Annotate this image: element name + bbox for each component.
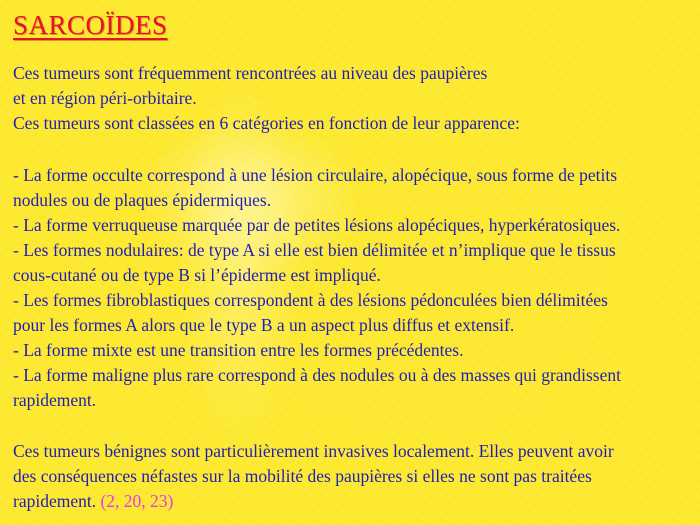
intro-line: Ces tumeurs sont fréquemment rencontrées au niveau des paupières (13, 63, 488, 83)
list-item-fibroblastiques-cont: pour les formes A alors que le type B a un aspect plus diffus et extensif. (13, 315, 515, 335)
slide-body (13, 61, 693, 514)
conclusion-line: Ces tumeurs bénignes sont particulièrement invasives localement. Elles peuvent avoir (13, 441, 614, 461)
list-item-nodulaires: - Les formes nodulaires: de type A si elle est bien délimitée et n’implique que le tissus (13, 240, 616, 260)
conclusion-line: des conséquences néfastes sur la mobilité des paupières si elles ne sont pas traitées (13, 466, 592, 486)
list-item-occulte: - La forme occulte correspond à une lésion circulaire, alopécique, sous forme de petits (13, 165, 617, 185)
intro-line: Ces tumeurs sont classées en 6 catégories en fonction de leur apparence: (13, 113, 520, 133)
conclusion-last-line (13, 489, 693, 514)
conclusion-text: rapidement. (13, 491, 97, 511)
list-item-mixte: - La forme mixte est une transition entre les formes précédentes. (13, 340, 464, 360)
reference-citation: (2, 20, 23) (100, 491, 174, 511)
list-item-occulte-cont: nodules ou de plaques épidermiques. (13, 190, 272, 210)
list-item-verruqueuse: - La forme verruqueuse marquée par de petites lésions alopéciques, hyperkératosiques. (13, 215, 621, 235)
list-item-maligne: - La forme maligne plus rare correspond à des nodules ou à des masses qui grandissent (13, 365, 621, 385)
intro-line: et en région péri-orbitaire. (13, 88, 197, 108)
list-item-maligne-cont: rapidement. (13, 390, 97, 410)
slide-title: SARCOÏDES (13, 10, 168, 40)
list-item-fibroblastiques: - Les formes fibroblastiques correspondent à des lésions pédonculées bien délimitées (13, 290, 608, 310)
list-item-nodulaires-cont: cous-cutané ou de type B si l’épiderme est impliqué. (13, 265, 381, 285)
